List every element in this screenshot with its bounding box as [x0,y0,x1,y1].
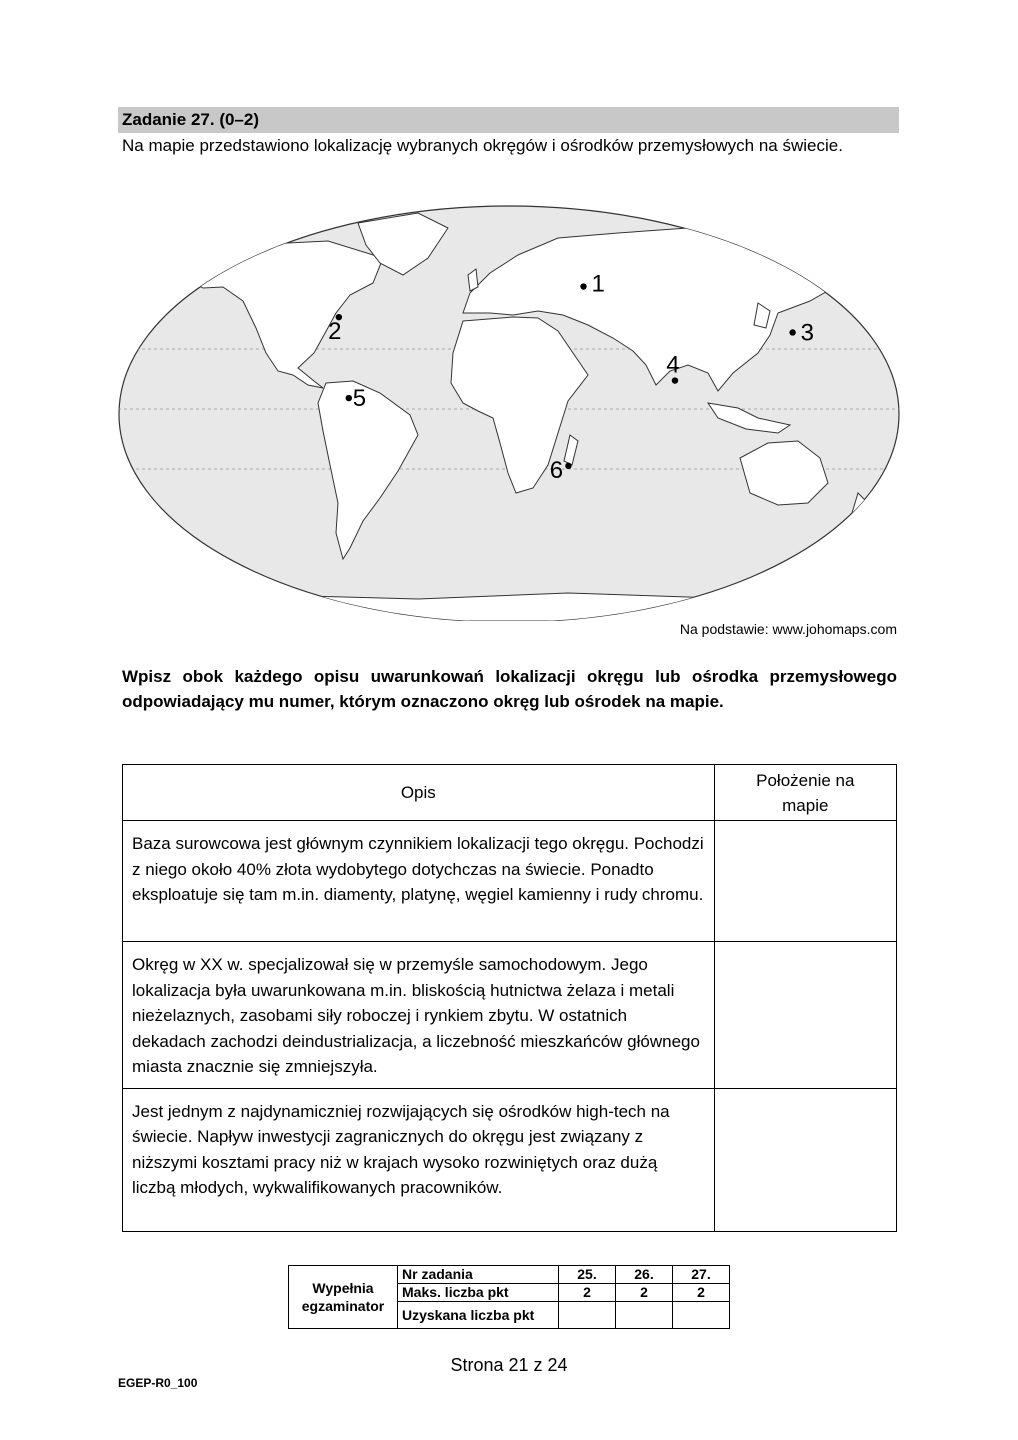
task-title: Zadanie 27. (0–2) [118,107,899,133]
map-marker-label-5: 5 [352,385,367,413]
score-box [288,1265,730,1329]
answer-table-header [123,765,897,821]
score-row-max: Maks. liczba pkt [398,1284,559,1302]
score-obtained-25[interactable] [559,1302,616,1329]
map-marker-label-6: 6 [549,456,564,484]
exam-code: EGEP-R0_100 [118,1376,198,1390]
header-polozenie-text: Położenie na mapie [756,770,855,815]
score-max-26: 2 [616,1284,673,1302]
score-row-task: Nr zadania [398,1266,559,1284]
score-obtained-27[interactable] [673,1302,730,1329]
score-task-27: 27. [673,1266,730,1284]
answer-field-2[interactable] [714,942,896,1089]
score-row-obtained: Uzyskana liczba pkt [398,1302,559,1329]
score-task-26: 26. [616,1266,673,1284]
map-marker-label-1: 1 [591,270,605,298]
score-task-25: 25. [559,1266,616,1284]
score-max-27: 2 [673,1284,730,1302]
table-row [123,942,897,1089]
header-opis: Opis [123,765,715,821]
answer-field-3[interactable] [714,1088,896,1231]
page-number: Strona 21 z 24 [450,1355,568,1375]
answer-field-1[interactable] [714,821,896,942]
task-intro: Na mapie przedstawiono lokalizację wybranych okręgów i ośrodków przemysłowych na świecie. [122,136,843,155]
score-max-25: 2 [559,1284,616,1302]
answer-table [122,764,897,1232]
score-filled-by: Wypełnia egzaminator [289,1266,398,1329]
antarctica-land [118,593,900,621]
map-source: Na podstawie: www.johomaps.com [679,621,897,637]
score-obtained-26[interactable] [616,1302,673,1329]
world-map [118,203,900,621]
map-marker-dot-1 [580,283,586,289]
table-row [123,1088,897,1231]
description-1: Baza surowcowa jest głównym czynnikiem lokalizacji tego okręgu. Pochodzi z niego około 40% złota wydobytego dotychczas na świecie. Ponadto eksploatuje się tam m.in. diamenty, platynę, węgiel kamienny i rudy chromu. [123,821,715,942]
table-row [123,821,897,942]
map-marker-label-3: 3 [800,319,814,347]
world-map-svg [118,203,900,621]
description-2: Okręg w XX w. specjalizował się w przemyśle samochodowym. Jego lokalizacja była uwarunkowana m.in. bliskością hutnictwa żelaza i metali nieżelaznych, zasobami siły roboczej i rynkiem zbytu. W ostatnich dekadach zachodzi deindustrializacja, a liczebność mieszkańców głównego miasta znacznie się zmniejszyła. [123,942,715,1089]
map-marker-dot-3 [789,329,795,335]
header-polozenie [714,765,896,821]
task-instruction: Wpisz obok każdego opisu uwarunkowań lokalizacji okręgu lub ośrodka przemysłowego odpowiadający mu numer, którym oznaczono okręg lub ośrodek na mapie. [122,667,897,711]
map-marker-label-2: 2 [328,318,342,346]
map-marker-label-4: 4 [666,351,680,379]
description-3: Jest jednym z najdynamiczniej rozwijających się ośrodków high-tech na świecie. Napływ inwestycji zagranicznych do okręgu jest związany z niższymi kosztami pracy niż w krajach wysoko rozwiniętych oraz dużą liczbą młodych, wykwalifikowanych pracowników. [123,1088,715,1231]
map-marker-dot-5 [346,395,352,401]
map-marker-dot-6 [565,463,571,469]
